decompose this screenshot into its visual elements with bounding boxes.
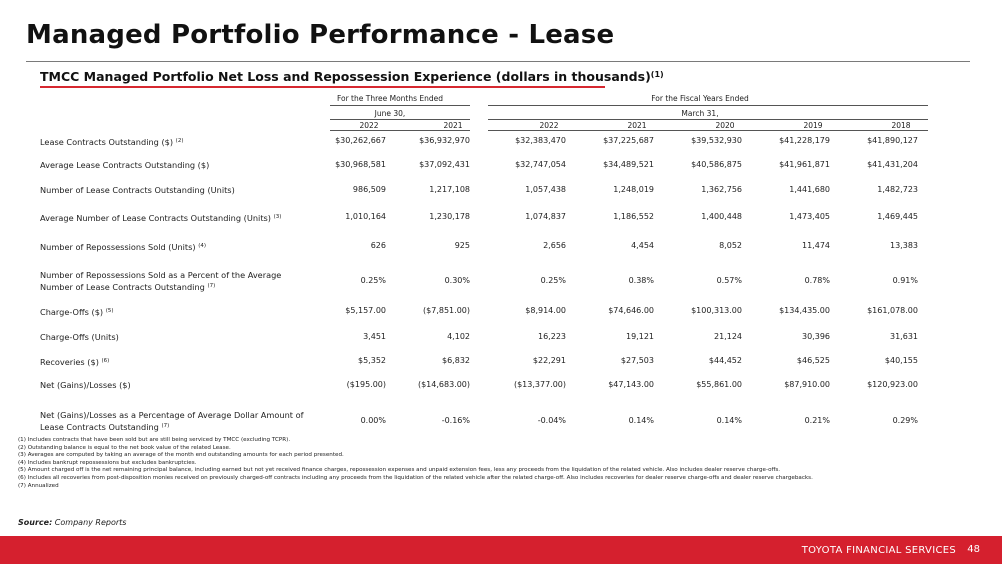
table-cell: 1,217,108: [429, 185, 470, 194]
year-header: 2018: [891, 121, 911, 130]
row-label: [40, 356, 320, 368]
table-cell: 0.38%: [628, 276, 654, 285]
table-cell: ($7,851.00): [423, 306, 470, 315]
row-label-text: Number of Repossessions Sold as a Percent of the Average Number of Lease Contracts Outstanding: [40, 270, 282, 292]
table-cell: 0.21%: [804, 416, 830, 425]
row-footnote-ref: (3): [273, 214, 282, 220]
table-cell: 986,509: [352, 185, 386, 194]
table-cell: 1,010,164: [345, 212, 386, 221]
row-label-text: Number of Lease Contracts Outstanding (Units): [40, 185, 235, 195]
page-number: 48: [967, 544, 980, 555]
row-footnote-ref: (2): [175, 138, 184, 144]
footer-brand: TOYOTA FINANCIAL SERVICES: [801, 545, 956, 556]
table-cell: 0.25%: [360, 276, 386, 285]
table-cell: 626: [370, 241, 386, 250]
group-header-quarter-date: June 30,: [374, 109, 406, 118]
table-subtitle: [40, 69, 664, 84]
table-cell: $87,910.00: [784, 380, 830, 389]
footnote: (5) Amount charged off is the net remaining principal balance, including earned but not yet received finance charges, repossession expenses and unpaid extension fees, less any proceeds from the liquidation of the related vehicle. Also includes dealer reserve charge-offs.: [18, 467, 781, 474]
row-footnote-ref: (4): [198, 243, 207, 249]
table-cell: $47,143.00: [608, 380, 654, 389]
year-header-rule: [330, 119, 470, 120]
page-title: Managed Portfolio Performance - Lease: [26, 20, 615, 50]
table-cell: $41,961,871: [779, 160, 830, 169]
table-cell: 0.91%: [892, 276, 918, 285]
row-label: [40, 241, 320, 253]
table-cell: 4,454: [631, 241, 654, 250]
table-cell: 0.14%: [628, 416, 654, 425]
table-cell: 21,124: [714, 332, 742, 341]
year-header-rule: [488, 119, 928, 120]
table-cell: $34,489,521: [603, 160, 654, 169]
subtitle-underline: [40, 86, 605, 88]
table-cell: $41,890,127: [867, 136, 918, 145]
table-cell: 11,474: [802, 241, 830, 250]
row-label: [40, 380, 320, 391]
row-label-text: Charge-Offs ($): [40, 307, 104, 317]
table-cell: 1,469,445: [877, 212, 918, 221]
row-label-text: Lease Contracts Outstanding ($): [40, 137, 174, 147]
table-cell: $41,228,179: [779, 136, 830, 145]
row-label: [40, 306, 320, 318]
table-cell: $134,435.00: [779, 306, 830, 315]
year-header: 2020: [715, 121, 735, 130]
table-cell: $44,452: [708, 356, 742, 365]
table-cell: $6,832: [442, 356, 470, 365]
row-footnote-ref: (5): [105, 308, 114, 314]
row-label: [40, 410, 310, 433]
table-cell: 16,223: [538, 332, 566, 341]
row-label: [40, 212, 320, 224]
footnote: (7) Annualized: [18, 482, 59, 489]
table-cell: $46,525: [796, 356, 830, 365]
table-cell: 0.29%: [892, 416, 918, 425]
table-cell: $27,503: [620, 356, 654, 365]
table-cell: $30,262,667: [335, 136, 386, 145]
footnote: (1) Includes contracts that have been sold but are still being serviced by TMCC (excluding TCPR).: [18, 437, 291, 443]
row-label-text: Charge-Offs (Units): [40, 332, 119, 342]
group-header-fiscal: For the Fiscal Years Ended: [651, 94, 749, 103]
footnote: (4) Includes bankrupt repossessions but excludes bankruptcies.: [18, 459, 197, 466]
row-label-text: Number of Repossessions Sold (Units): [40, 242, 196, 252]
table-cell: $37,092,431: [419, 160, 470, 169]
table-cell: $161,078.00: [867, 306, 918, 315]
group-header-fiscal-rule: [488, 105, 928, 106]
table-cell: 4,102: [447, 332, 470, 341]
table-cell: 1,400,448: [701, 212, 742, 221]
year-header: 2021: [627, 121, 647, 130]
table-cell: $100,313.00: [691, 306, 742, 315]
row-label-text: Net (Gains)/Losses as a Percentage of Average Dollar Amount of Lease Contracts Outstanding: [40, 410, 304, 432]
table-cell: 1,057,438: [525, 185, 566, 194]
table-cell: ($195.00): [346, 380, 386, 389]
table-cell: 0.25%: [540, 276, 566, 285]
table-cell: $55,861.00: [696, 380, 742, 389]
year-header: 2022: [539, 121, 559, 130]
table-cell: 0.78%: [804, 276, 830, 285]
table-cell: 31,631: [890, 332, 918, 341]
row-label: [40, 160, 320, 171]
table-cell: $41,431,204: [867, 160, 918, 169]
table-cell: 1,074,837: [525, 212, 566, 221]
table-cell: 925: [454, 241, 470, 250]
table-cell: $5,352: [358, 356, 386, 365]
table-cell: $120,923.00: [867, 380, 918, 389]
year-header-rule-bottom: [488, 130, 928, 131]
table-cell: -0.16%: [441, 416, 470, 425]
row-label-text: Net (Gains)/Losses ($): [40, 380, 131, 390]
table-cell: 1,362,756: [701, 185, 742, 194]
row-footnote-ref: (6): [101, 358, 110, 364]
subtitle-text: TMCC Managed Portfolio Net Loss and Repossession Experience (dollars in thousands): [40, 69, 651, 84]
row-label: [40, 136, 320, 148]
source-label: Source:: [18, 518, 53, 527]
table-cell: $40,155: [884, 356, 918, 365]
table-cell: 0.00%: [360, 416, 386, 425]
year-header: 2019: [803, 121, 823, 130]
table-cell: 0.57%: [716, 276, 742, 285]
title-divider: [26, 61, 970, 62]
table-cell: $37,225,687: [603, 136, 654, 145]
table-cell: $36,932,970: [419, 136, 470, 145]
table-cell: $22,291: [532, 356, 566, 365]
table-cell: 1,473,405: [789, 212, 830, 221]
table-cell: 1,186,552: [613, 212, 654, 221]
table-cell: 3,451: [363, 332, 386, 341]
table-cell: ($14,683.00): [417, 380, 470, 389]
table-cell: 1,482,723: [877, 185, 918, 194]
source-text: Company Reports: [52, 518, 127, 527]
table-cell: -0.04%: [537, 416, 566, 425]
table-cell: $8,914.00: [525, 306, 566, 315]
table-cell: $32,383,470: [515, 136, 566, 145]
row-label: [40, 185, 320, 196]
table-cell: 1,441,680: [789, 185, 830, 194]
footnote: (3) Averages are computed by taking an average of the month end outstanding amounts for each period presented.: [18, 452, 344, 459]
table-cell: $32,747,054: [515, 160, 566, 169]
row-label: [40, 332, 320, 343]
row-footnote-ref: (7): [207, 283, 216, 289]
table-cell: ($13,377.00): [513, 380, 566, 389]
table-cell: 30,396: [802, 332, 830, 341]
table-cell: 0.14%: [716, 416, 742, 425]
table-cell: 13,383: [890, 241, 918, 250]
table-cell: 0.30%: [444, 276, 470, 285]
footnote: (2) Outstanding balance is equal to the net book value of the related Lease.: [18, 444, 231, 451]
group-header-fiscal-date: March 31,: [681, 109, 719, 118]
group-header-quarter: For the Three Months Ended: [336, 94, 444, 103]
table-cell: 1,230,178: [429, 212, 470, 221]
year-header: 2022: [359, 121, 379, 130]
table-cell: 1,248,019: [613, 185, 654, 194]
table-cell: 2,656: [543, 241, 566, 250]
year-header-rule-bottom: [330, 130, 470, 131]
year-header: 2021: [443, 121, 463, 130]
row-label-text: Average Number of Lease Contracts Outstanding (Units): [40, 213, 271, 223]
group-header-quarter-rule: [330, 105, 470, 106]
row-label-text: Recoveries ($): [40, 357, 99, 367]
table-cell: $40,586,875: [691, 160, 742, 169]
table-cell: $30,968,581: [335, 160, 386, 169]
footnotes: [18, 437, 978, 490]
row-label: [40, 270, 310, 293]
row-footnote-ref: (7): [161, 423, 170, 429]
subtitle-note: (1): [650, 70, 664, 79]
table-cell: 8,052: [719, 241, 742, 250]
table-cell: $74,646.00: [608, 306, 654, 315]
source-line: [18, 518, 126, 527]
footnote: (6) Includes all recoveries from post-disposition monies received on previously charged-off contracts including any proceeds from the liquidation of the related vehicle after the related charge-off. Also includes recoveries for dealer reserve charge-offs and dealer reserve chargebacks.: [18, 474, 813, 481]
table-cell: $39,532,930: [691, 136, 742, 145]
table-cell: 19,121: [626, 332, 654, 341]
table-cell: $5,157.00: [345, 306, 386, 315]
row-label-text: Average Lease Contracts Outstanding ($): [40, 160, 210, 170]
